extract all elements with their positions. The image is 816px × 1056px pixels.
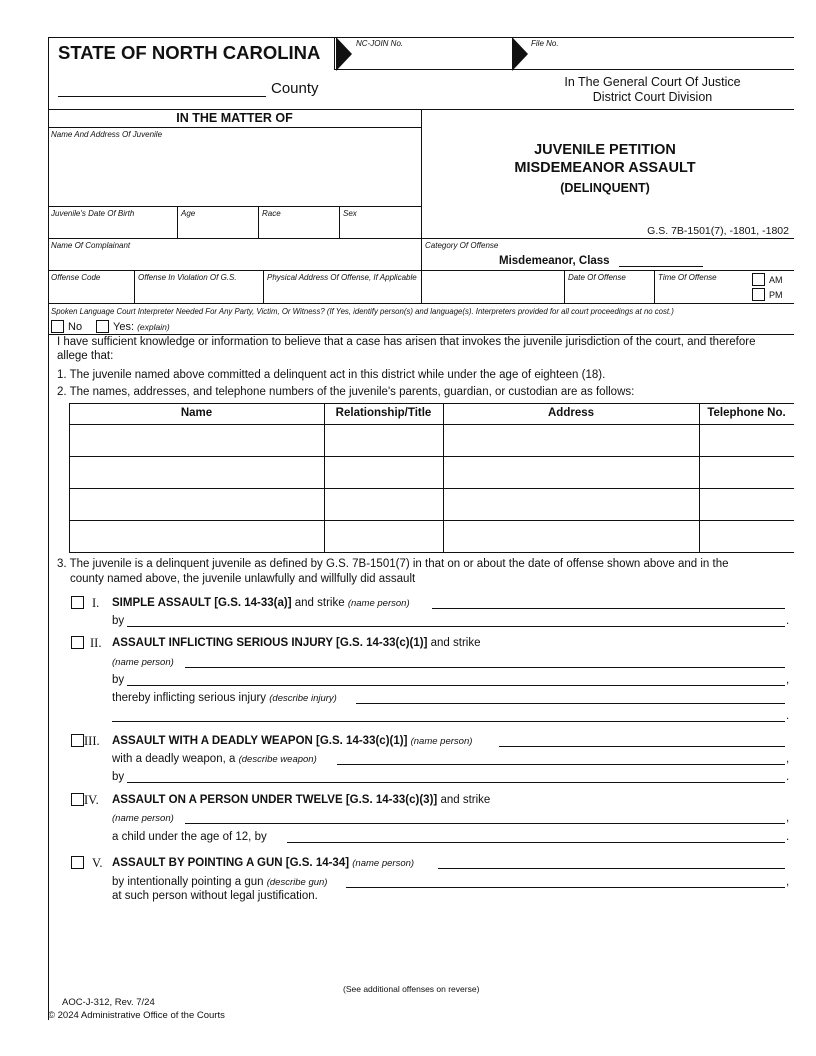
punct: , xyxy=(786,812,790,824)
offense-4-line-1 xyxy=(112,794,490,806)
offense-2-title: ASSAULT INFLICTING SERIOUS INJURY [G.S. 14-33(c)(1)] xyxy=(112,637,428,649)
offense-3-title: ASSAULT WITH A DEADLY WEAPON [G.S. 14-33(c)(1)] xyxy=(112,735,408,747)
court-name xyxy=(515,75,790,104)
offense-3-weapon-line xyxy=(112,753,317,765)
offense-3-weapon-text: with a deadly weapon, a xyxy=(112,753,236,765)
offense-1-line-1 xyxy=(112,597,410,609)
interpreter-yes-label xyxy=(113,321,170,333)
left-border xyxy=(48,37,49,1020)
offense-3-hint: (name person) xyxy=(410,736,473,747)
divider xyxy=(263,270,264,303)
divider xyxy=(421,109,422,303)
offense-3-by-field[interactable] xyxy=(127,782,785,783)
offense-1-hint: (name person) xyxy=(347,598,410,609)
offense-date-label: Date Of Offense xyxy=(568,273,626,282)
category-label: Category Of Offense xyxy=(425,241,499,250)
offense-4-child-field[interactable] xyxy=(287,842,785,843)
offense-3-weapon-hint: (describe weapon) xyxy=(238,754,317,765)
divider xyxy=(48,206,421,207)
interpreter-no-label: No xyxy=(68,321,83,333)
divider xyxy=(69,552,794,553)
offense-2-number: II. xyxy=(90,636,102,650)
am-label: AM xyxy=(769,275,783,285)
table-row[interactable] xyxy=(70,425,793,456)
divider xyxy=(339,206,340,238)
punct: . xyxy=(786,615,790,627)
offense-2-injury-field-2[interactable] xyxy=(112,721,785,722)
offense-2-injury-line xyxy=(112,692,337,704)
age-label: Age xyxy=(181,209,196,218)
county-field[interactable] xyxy=(58,96,266,97)
offense-4-hint: (name person) xyxy=(112,813,174,824)
offense-1-text: and strike xyxy=(294,597,345,609)
offense-5-line-1 xyxy=(112,857,414,869)
offense-5-person-field[interactable] xyxy=(438,868,785,869)
offense-3-number: III. xyxy=(84,734,100,748)
pm-label: PM xyxy=(769,290,783,300)
offense-5-gun-line xyxy=(112,876,327,888)
divider xyxy=(48,127,421,128)
table-row[interactable] xyxy=(70,457,793,488)
divider xyxy=(334,69,794,70)
offense-5-number: V. xyxy=(92,856,103,870)
offense-3-person-field[interactable] xyxy=(499,746,785,747)
offense-5-end: at such person without legal justification. xyxy=(112,890,318,902)
category-value: Misdemeanor, Class xyxy=(499,255,610,267)
offense-5-checkbox[interactable] xyxy=(71,856,84,869)
table-row[interactable] xyxy=(70,489,793,520)
offense-5-gun-hint: (describe gun) xyxy=(266,877,328,888)
offense-4-checkbox[interactable] xyxy=(71,793,84,806)
item-2: 2. The names, addresses, and telephone numbers of the juvenile's parents, guardian, or custodian are as follows: xyxy=(57,386,635,398)
offense-2-injury-hint: (describe injury) xyxy=(269,693,337,704)
court-line-1: In The General Court Of Justice xyxy=(564,75,741,89)
offense-code-label: Offense Code xyxy=(51,273,101,282)
col-header-telephone: Telephone No. xyxy=(707,407,786,419)
punct: , xyxy=(786,674,790,686)
copyright: © 2024 Administrative Office of the Courts xyxy=(48,1010,225,1021)
divider xyxy=(258,206,259,238)
offense-1-by-field[interactable] xyxy=(127,626,785,627)
offense-3-checkbox[interactable] xyxy=(71,734,84,747)
interpreter-question: Spoken Language Court Interpreter Needed For Any Party, Victim, Or Witness? (If Yes, identify person(s) and language(s). Interpreters provided for all court proceedings at no cost.) xyxy=(51,307,674,316)
sex-label: Sex xyxy=(343,209,357,218)
item-3-line-1: 3. The juvenile is a delinquent juvenile as defined by G.S. 7B-1501(7) in that on or about the date of offense shown above and in the xyxy=(57,558,729,570)
punct: , xyxy=(786,753,790,765)
offense-address-label: Physical Address Of Offense, If Applicable xyxy=(267,273,417,282)
offense-2-by: by xyxy=(112,674,125,686)
name-address-label: Name And Address Of Juvenile xyxy=(51,130,163,139)
punct: . xyxy=(786,710,790,722)
offense-4-person-field[interactable] xyxy=(185,823,785,824)
class-field[interactable] xyxy=(619,266,703,267)
offense-4-number: IV. xyxy=(84,793,99,807)
offense-4-child: a child under the age of 12, by xyxy=(112,831,267,843)
offense-2-by-field[interactable] xyxy=(127,685,785,686)
form-number: AOC-J-312, Rev. 7/24 xyxy=(62,997,155,1008)
divider xyxy=(48,270,794,271)
offense-1-person-field[interactable] xyxy=(432,608,785,609)
offense-1-by: by xyxy=(112,615,125,627)
divider xyxy=(48,334,794,335)
race-label: Race xyxy=(262,209,281,218)
matter-heading: IN THE MATTER OF xyxy=(176,111,293,125)
offense-2-text: and strike xyxy=(430,637,481,649)
divider xyxy=(48,303,794,304)
interpreter-yes-checkbox[interactable] xyxy=(96,320,109,333)
offense-3-by: by xyxy=(112,771,125,783)
violation-label: Offense In Violation Of G.S. xyxy=(138,273,237,282)
nc-join-label: NC-JOIN No. xyxy=(356,39,404,48)
interpreter-no-checkbox[interactable] xyxy=(51,320,64,333)
divider xyxy=(334,37,335,70)
offense-1-checkbox[interactable] xyxy=(71,596,84,609)
title-line-3: (DELINQUENT) xyxy=(560,181,650,195)
offense-3-weapon-field[interactable] xyxy=(337,764,785,765)
offense-3-line-1 xyxy=(112,735,472,747)
statute-reference: G.S. 7B-1501(7), -1801, -1802 xyxy=(647,225,789,237)
title-line-2: MISDEMEANOR ASSAULT xyxy=(514,160,696,176)
offense-2-injury-field[interactable] xyxy=(356,703,785,704)
item-3-line-2: county named above, the juvenile unlawfully and willfully did assault xyxy=(70,573,416,585)
complainant-label: Name Of Complainant xyxy=(51,241,131,250)
divider xyxy=(177,206,178,238)
table-row[interactable] xyxy=(70,521,793,552)
offense-2-checkbox[interactable] xyxy=(71,636,84,649)
title-line-1: JUVENILE PETITION xyxy=(534,142,676,158)
divider xyxy=(654,270,655,303)
state-title: STATE OF NORTH CAROLINA xyxy=(58,42,321,63)
nc-join-arrow-icon xyxy=(336,37,352,71)
offense-5-title: ASSAULT BY POINTING A GUN [G.S. 14-34] xyxy=(112,857,350,869)
interpreter-yes-text: Yes: xyxy=(113,321,135,333)
offense-4-title: ASSAULT ON A PERSON UNDER TWELVE [G.S. 14-33(c)(3)] xyxy=(112,794,438,806)
divider xyxy=(564,270,565,303)
juvenile-name-address-field[interactable] xyxy=(50,140,418,204)
col-header-relationship: Relationship/Title xyxy=(335,407,432,419)
divider xyxy=(48,238,794,239)
interpreter-explain-hint: (explain) xyxy=(137,322,170,332)
offense-2-injury-text: thereby inflicting serious injury xyxy=(112,692,267,704)
offense-time-label: Time Of Offense xyxy=(658,273,717,282)
punct: , xyxy=(786,876,790,888)
court-line-2: District Court Division xyxy=(592,89,713,104)
col-header-name: Name xyxy=(180,407,213,419)
offense-1-number: I. xyxy=(92,596,100,610)
punct: . xyxy=(786,831,790,843)
offense-5-gun-text: by intentionally pointing a gun xyxy=(112,876,264,888)
col-header-address: Address xyxy=(547,407,595,419)
item-1: 1. The juvenile named above committed a delinquent act in this district while under the age of eighteen (18). xyxy=(57,369,606,381)
offense-2-line-1 xyxy=(112,637,481,649)
county-label: County xyxy=(271,80,319,97)
offense-2-person-field[interactable] xyxy=(185,667,785,668)
am-checkbox[interactable] xyxy=(752,273,765,286)
dob-label: Juvenile's Date Of Birth xyxy=(51,209,135,218)
form-title xyxy=(422,141,788,197)
intro-line-1: I have sufficient knowledge or information to believe that a case has arisen that invokes the juvenile jurisdiction of the court, and therefore xyxy=(57,336,756,348)
punct: . xyxy=(786,771,790,783)
parents-table xyxy=(69,403,794,552)
offense-5-hint: (name person) xyxy=(352,858,415,869)
see-reverse-note: (See additional offenses on reverse) xyxy=(343,984,480,994)
file-no-label: File No. xyxy=(531,39,559,48)
pm-checkbox[interactable] xyxy=(752,288,765,301)
top-border xyxy=(48,37,794,38)
intro-line-2: allege that: xyxy=(57,350,114,362)
offense-1-title: SIMPLE ASSAULT [G.S. 14-33(a)] xyxy=(112,597,292,609)
divider xyxy=(134,270,135,303)
file-no-arrow-icon xyxy=(512,37,528,71)
offense-5-gun-field[interactable] xyxy=(346,887,785,888)
divider xyxy=(69,403,794,404)
offense-2-hint: (name person) xyxy=(112,657,174,668)
offense-4-text: and strike xyxy=(440,794,491,806)
